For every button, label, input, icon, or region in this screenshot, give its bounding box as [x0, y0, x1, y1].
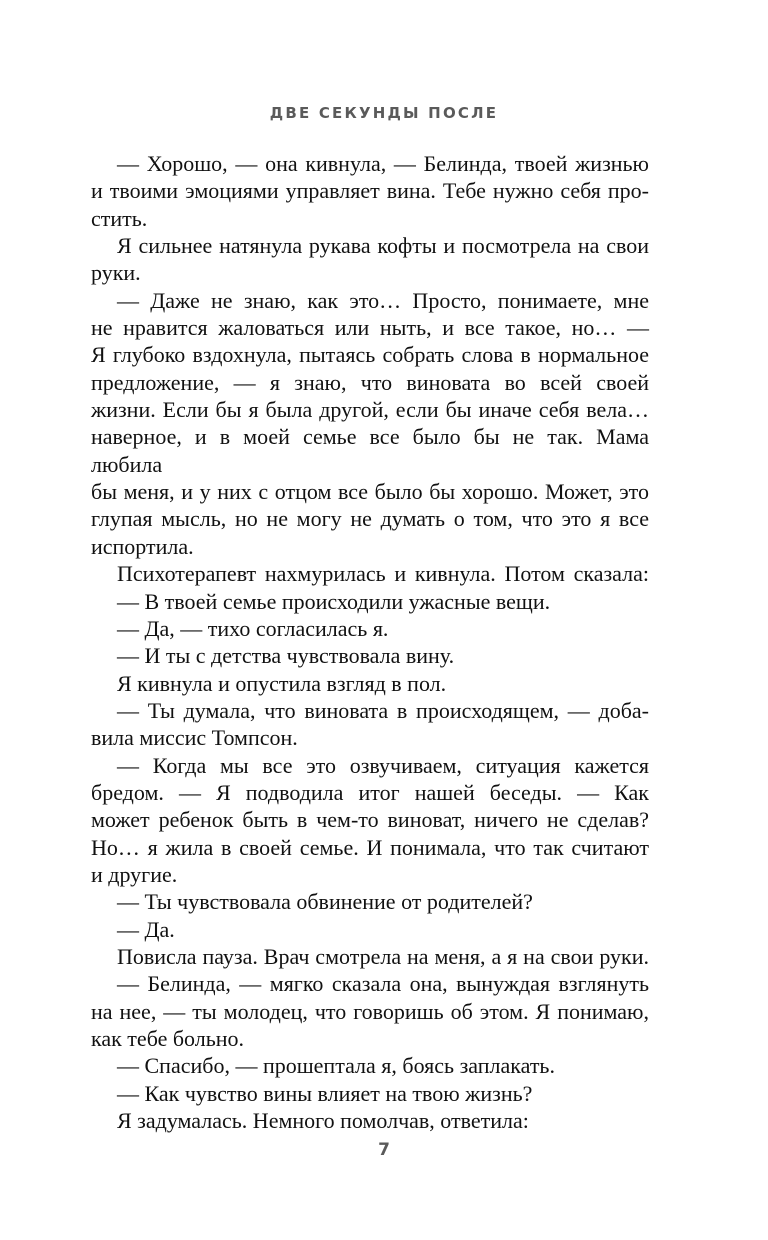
text-line: — И ты с детства чувствовала вину. [117, 643, 455, 669]
text-line: — Белинда, — мягко сказала она, вынуждая взглянуть [117, 971, 649, 997]
text-line: и твоими эмоциями управляет вина. Тебе нужно себя про- [91, 178, 649, 204]
text-line: на нее, — ты молодец, что говоришь об этом. Я понимаю, [91, 998, 649, 1024]
body-text [91, 150, 649, 1134]
text-line: Психотерапевт нахмурилась и кивнула. Потом сказала: [117, 561, 649, 587]
text-line: — Да. [117, 916, 175, 942]
text-line: — Да, — тихо согласилась я. [117, 615, 389, 641]
text-line: глупая мысль, но не могу не думать о том, что это я все [91, 506, 649, 532]
page-number: 7 [378, 1140, 390, 1160]
text-line: Я задумалась. Немного помолчав, ответила: [117, 1108, 529, 1134]
text-line: Я сильнее натянула рукава кофты и посмотрела на свои [117, 233, 649, 259]
text-line: — Даже не знаю, как это… Просто, понимаете, мне [117, 287, 649, 313]
text-line: — Хорошо, — она кивнула, — Белинда, твоей жизнью [117, 151, 649, 176]
text-line: Повисла пауза. Врач смотрела на меня, а я на свои руки. [117, 943, 649, 969]
text-line: — Ты думала, что виновата в происходящем, — доба- [117, 697, 649, 723]
text-line: не нравится жаловаться или ныть, и все такое, но… — [91, 315, 649, 341]
text-line: наверное, и в моей семье все было бы не так. Мама любила [91, 424, 649, 477]
text-line: Но… я жила в своей семье. И понимала, что так считают [91, 834, 649, 860]
text-line: — Спасибо, — прошептала я, боясь заплакать. [117, 1053, 555, 1079]
text-line: — Когда мы все это озвучиваем, ситуация кажется [117, 752, 649, 778]
text-line: жизни. Если бы я была другой, если бы иначе себя вела… [91, 397, 649, 423]
text-line: предложение, — я знаю, что виновата во всей своей [91, 369, 649, 395]
text-line: как тебе больно. [91, 1026, 245, 1051]
text-line: стить. [91, 205, 148, 231]
text-line: бредом. — Я подводила итог нашей беседы. — Как [91, 779, 649, 805]
text-line: вила миссис Томпсон. [91, 725, 298, 751]
text-line: может ребенок быть в чем-то виноват, ничего не сделав? [91, 807, 649, 833]
text-line: — Ты чувствовала обвинение от родителей? [117, 889, 533, 915]
text-line: испортила. [91, 533, 194, 559]
text-line: руки. [91, 260, 141, 286]
text-line: Я кивнула и опустила взгляд в пол. [117, 670, 447, 696]
text-line: Я глубоко вздохнула, пытаясь собрать слова в нормальное [91, 342, 649, 368]
text-line: — Как чувство вины влияет на твою жизнь? [117, 1080, 533, 1106]
running-title: ДВЕ СЕКУНДЫ ПОСЛЕ [269, 104, 499, 122]
text-line: бы меня, и у них с отцом все было бы хорошо. Может, это [91, 479, 649, 505]
text-line: и другие. [91, 861, 178, 887]
text-line: — В твоей семье происходили ужасные вещи. [117, 588, 551, 614]
